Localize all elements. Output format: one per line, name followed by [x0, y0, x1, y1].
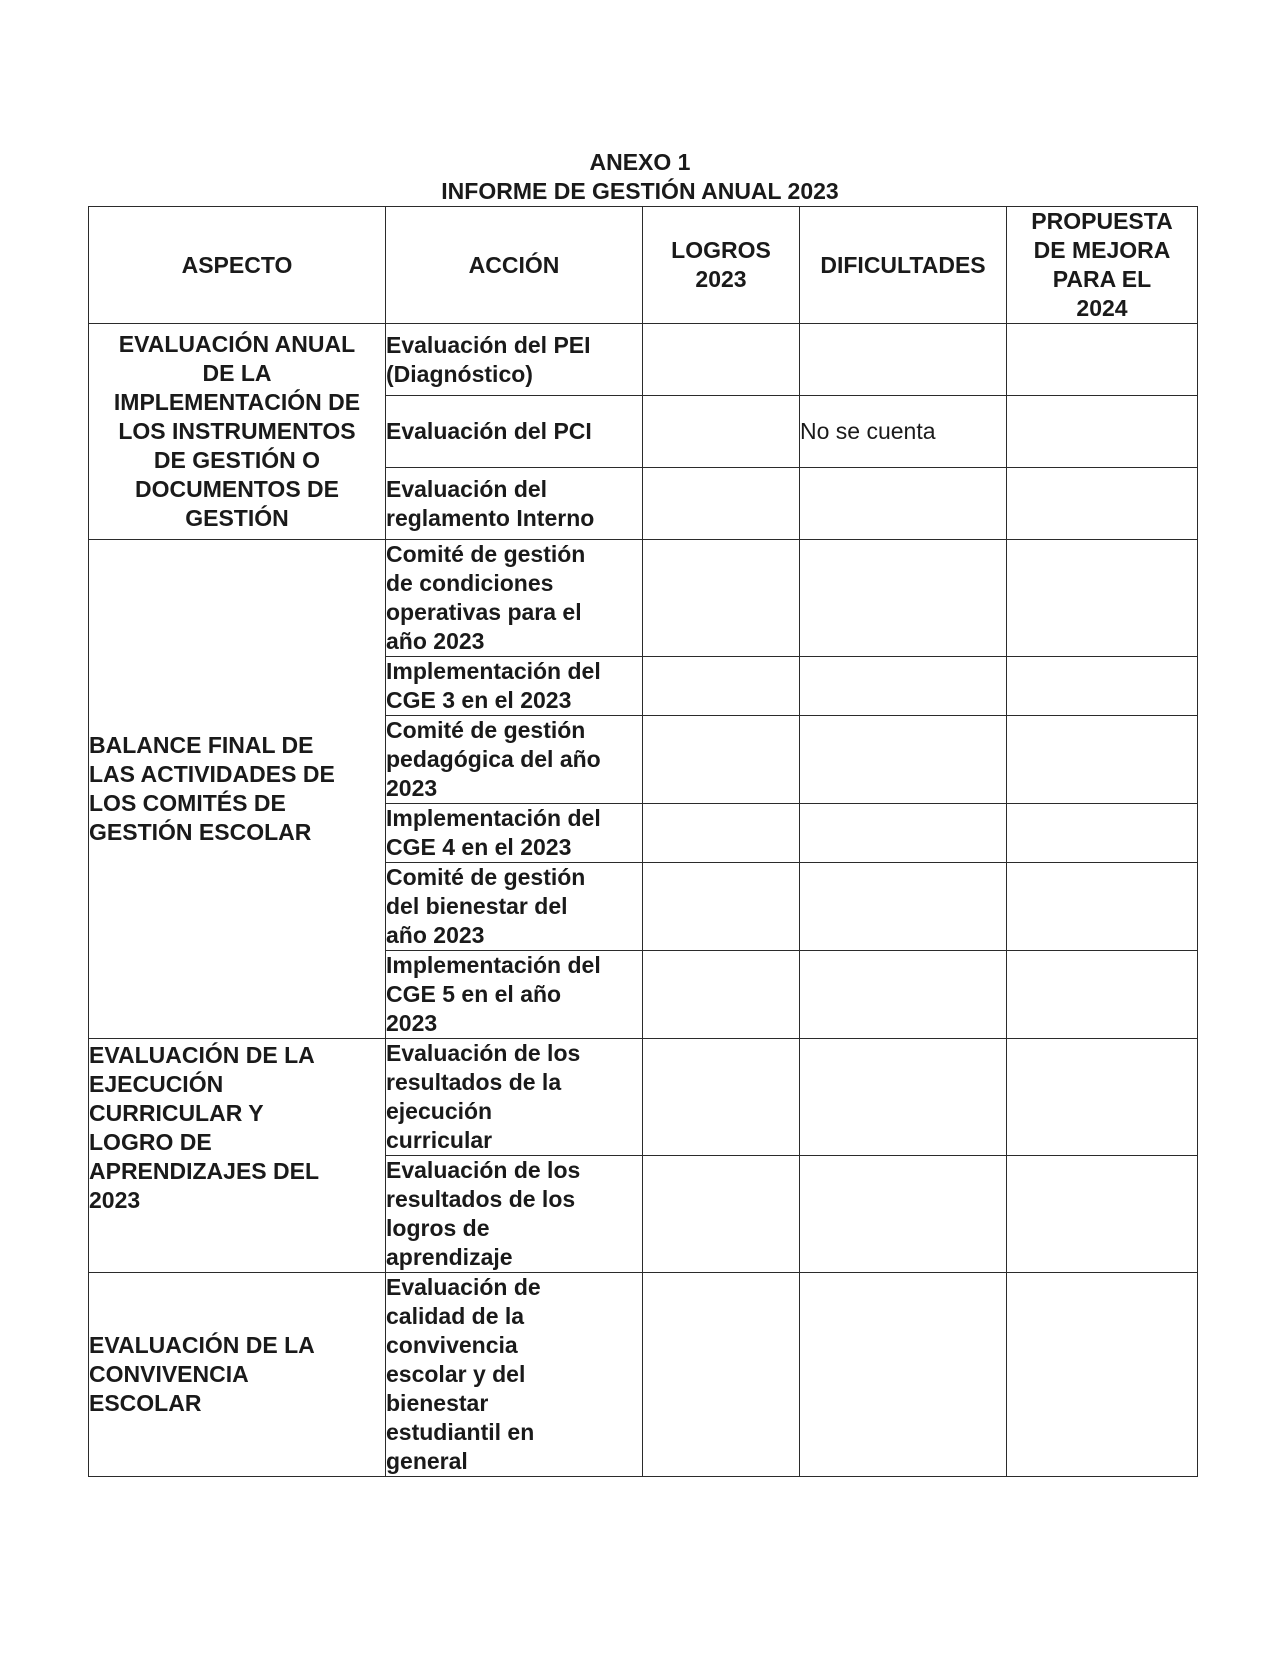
propuesta-cell [1007, 324, 1198, 396]
action-cell: Evaluación del PEI (Diagnóstico) [386, 324, 643, 396]
propuesta-cell [1007, 468, 1198, 540]
dificultades-cell [800, 804, 1007, 863]
aspect-cell: EVALUACIÓN ANUAL DE LA IMPLEMENTACIÓN DE LOS INSTRUMENTOS DE GESTIÓN O DOCUMENTOS DE GESTIÓN [89, 324, 386, 540]
logros-cell [643, 863, 800, 951]
action-cell: Implementación del CGE 4 en el 2023 [386, 804, 643, 863]
propuesta-cell [1007, 1273, 1198, 1477]
document-title-block [0, 148, 1280, 206]
action-cell: Evaluación del PCI [386, 396, 643, 468]
dificultades-cell [800, 324, 1007, 396]
aspect-cell: EVALUACIÓN DE LA EJECUCIÓN CURRICULAR Y LOGRO DE APRENDIZAJES DEL 2023 [89, 1039, 386, 1273]
action-cell: Comité de gestión de condiciones operativas para el año 2023 [386, 540, 643, 657]
table-row [89, 540, 1198, 657]
propuesta-cell [1007, 540, 1198, 657]
logros-cell [643, 657, 800, 716]
action-cell: Implementación del CGE 5 en el año 2023 [386, 951, 643, 1039]
annex-label: ANEXO 1 [589, 149, 691, 175]
logros-cell [643, 1273, 800, 1477]
dificultades-cell [800, 657, 1007, 716]
logros-cell [643, 468, 800, 540]
logros-cell [643, 951, 800, 1039]
aspect-cell: BALANCE FINAL DE LAS ACTIVIDADES DE LOS COMITÉS DE GESTIÓN ESCOLAR [89, 540, 386, 1039]
logros-cell [643, 540, 800, 657]
logros-cell [643, 1039, 800, 1156]
logros-cell [643, 1156, 800, 1273]
action-cell: Evaluación de calidad de la convivencia escolar y del bienestar estudiantil en general [386, 1273, 643, 1477]
table-row [89, 1039, 1198, 1156]
action-cell: Evaluación del reglamento Interno [386, 468, 643, 540]
propuesta-cell [1007, 716, 1198, 804]
table-header-row [89, 207, 1198, 324]
dificultades-cell [800, 1039, 1007, 1156]
dificultades-cell [800, 716, 1007, 804]
propuesta-cell [1007, 1039, 1198, 1156]
action-cell: Implementación del CGE 3 en el 2023 [386, 657, 643, 716]
header-accion: ACCIÓN [386, 207, 643, 324]
table-row [89, 324, 1198, 396]
propuesta-cell [1007, 657, 1198, 716]
management-report-table [88, 206, 1198, 1477]
dificultades-cell [800, 863, 1007, 951]
propuesta-cell [1007, 951, 1198, 1039]
aspect-cell: EVALUACIÓN DE LA CONVIVENCIA ESCOLAR [89, 1273, 386, 1477]
action-cell: Comité de gestión pedagógica del año 2023 [386, 716, 643, 804]
header-aspecto: ASPECTO [89, 207, 386, 324]
logros-cell [643, 396, 800, 468]
dificultades-cell [800, 1156, 1007, 1273]
logros-cell [643, 804, 800, 863]
header-dificultades: DIFICULTADES [800, 207, 1007, 324]
report-title: INFORME DE GESTIÓN ANUAL 2023 [441, 178, 839, 204]
propuesta-cell [1007, 1156, 1198, 1273]
dificultades-cell [800, 1273, 1007, 1477]
table-row [89, 1273, 1198, 1477]
logros-cell [643, 716, 800, 804]
logros-cell [643, 324, 800, 396]
action-cell: Evaluación de los resultados de los logros de aprendizaje [386, 1156, 643, 1273]
action-cell: Comité de gestión del bienestar del año 2023 [386, 863, 643, 951]
dificultades-cell [800, 951, 1007, 1039]
propuesta-cell [1007, 863, 1198, 951]
dificultades-cell [800, 468, 1007, 540]
header-propuesta: PROPUESTA DE MEJORA PARA EL 2024 [1007, 207, 1198, 324]
propuesta-cell [1007, 804, 1198, 863]
dificultades-cell [800, 540, 1007, 657]
propuesta-cell [1007, 396, 1198, 468]
header-logros: LOGROS 2023 [643, 207, 800, 324]
dificultades-cell: No se cuenta [800, 396, 1007, 468]
action-cell: Evaluación de los resultados de la ejecución curricular [386, 1039, 643, 1156]
